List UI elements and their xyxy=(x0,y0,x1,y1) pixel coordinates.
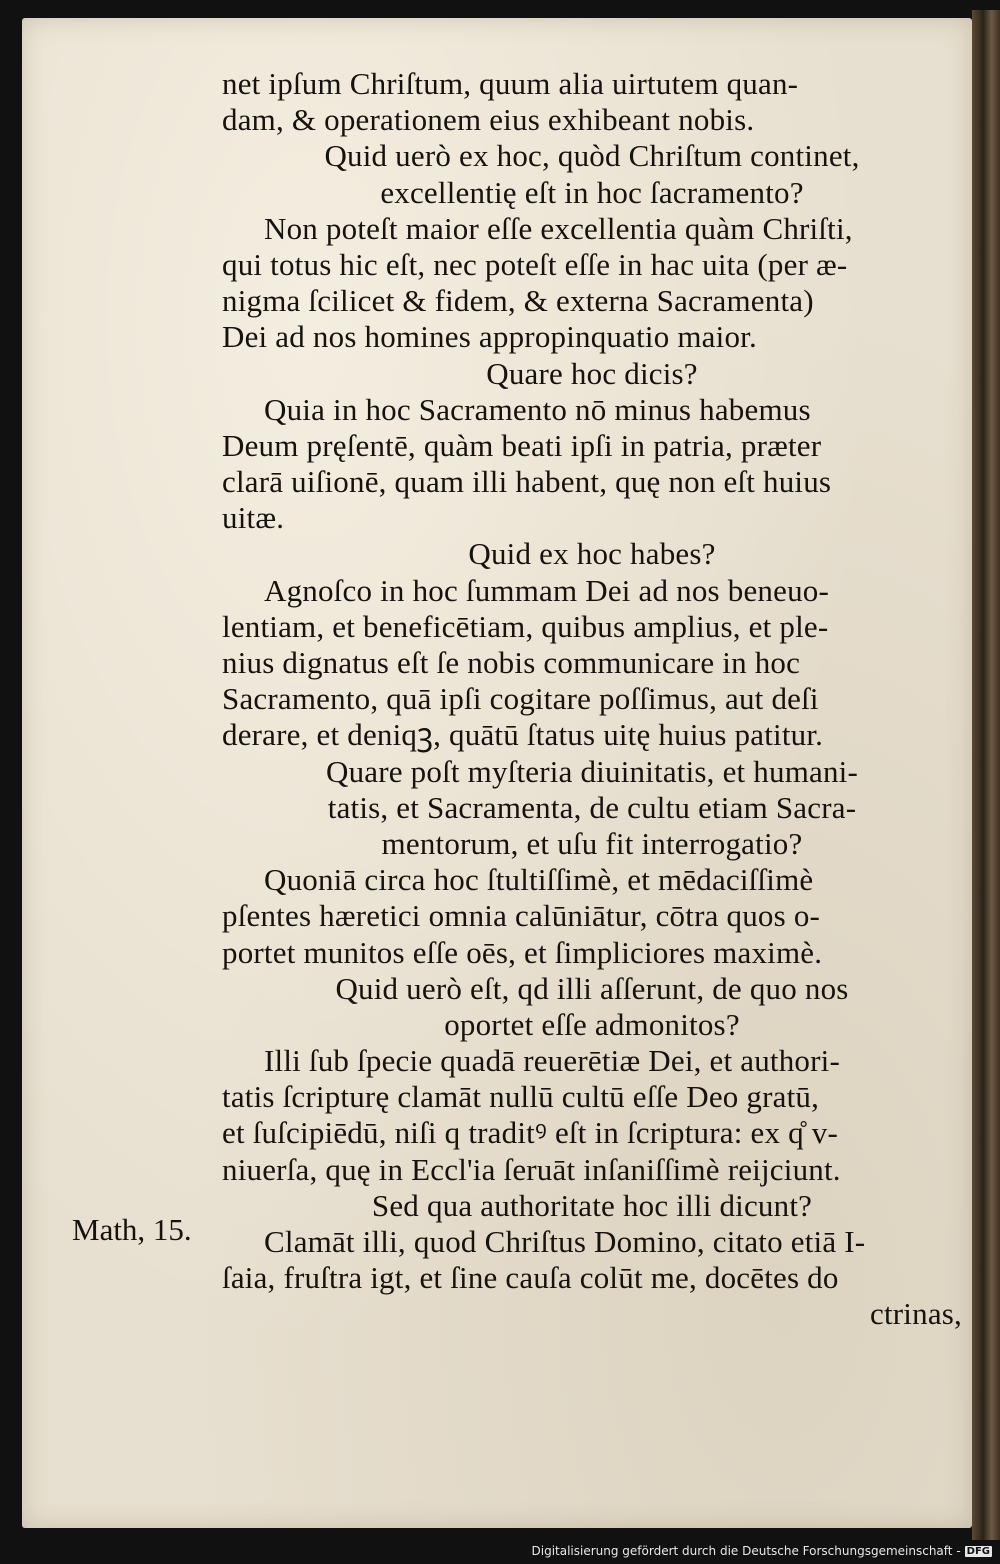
text-line: Sacramento, quā ipſi cogitare poſſimus, aut deſi xyxy=(222,681,819,717)
text-line: Non poteſt maior eſſe excellentia quàm Chriſti, xyxy=(264,210,853,246)
question-line: tatis, et Sacramenta, de cultu etiam Sacra- xyxy=(327,789,857,825)
text-line: Quoniā circa hoc ſtultiſſimè, et mēdaciſſimè xyxy=(264,862,814,898)
text-line: nius dignatus eſt ſe nobis communicare in hoc xyxy=(222,645,801,680)
text-line: nigma ſcilicet & fidem, & externa Sacramenta) xyxy=(222,283,814,319)
text-line: clarā uiſionē, quam illi habent, quę non eſt huius xyxy=(222,464,832,500)
text-line: Agnoſco in hoc ſummam Dei ad nos beneuo- xyxy=(264,572,830,608)
margin-reference: Math, 15. xyxy=(72,1212,192,1247)
digitization-footer xyxy=(532,1544,993,1558)
text-line: Quia in hoc Sacramento nō minus habemus xyxy=(264,391,811,427)
book-edge xyxy=(972,10,1000,1540)
text-line: derare, et deniqꝫ, quātū ſtatus uitę huius patitur. xyxy=(222,717,824,753)
question-line: Quare poſt myſteria diuinitatis, et humani- xyxy=(325,753,859,789)
text-line: Clamāt illi, quod Chriſtus Domino, citato etiā I- xyxy=(264,1224,866,1259)
text-line: dam, & operationem eius exhibeant nobis. xyxy=(222,102,755,138)
question-line: mentorum, et uſu fit interrogatio? xyxy=(381,825,803,861)
question-line: oportet eſſe admonitos? xyxy=(444,1006,740,1042)
question-line: excellentię eſt in hoc ſacramento? xyxy=(380,174,804,210)
text-line: niuerſa, quę in Eccl'ia ſeruāt inſaniſſimè reijciunt. xyxy=(222,1151,841,1187)
catchword: ctrinas, xyxy=(870,1296,962,1332)
question-line: Quid uerò ex hoc, quòd Chriſtum continet, xyxy=(324,138,860,174)
text-line: Dei ad nos homines appropinquatio maior. xyxy=(222,319,757,355)
text-line: Deum pręſentē, quàm beati ipſi in patria, præter xyxy=(222,427,822,463)
text-line: tatis ſcripturę clamāt nullū cultū eſſe Deo gratū, xyxy=(222,1079,820,1115)
text-line: uitæ. xyxy=(222,500,285,536)
text-line: net ipſum Chriſtum, quum alia uirtutem quan- xyxy=(222,66,799,101)
text-line: lentiam, et beneficētiam, quibus amplius, et ple- xyxy=(222,608,829,644)
text-line: Illi ſub ſpecie quadā reuerētiæ Dei, et authori- xyxy=(264,1043,840,1079)
question-line: Quid uerò eſt, qd illi aſſerunt, de quo nos xyxy=(335,970,849,1006)
text-line: ſaia, fruſtra igt, et ſine cauſa colūt me, docētes do xyxy=(222,1260,839,1296)
question-line: Quare hoc dicis? xyxy=(486,355,698,391)
dfg-logo-icon: DFG xyxy=(966,1545,990,1557)
text-line: qui totus hic eſt, nec poteſt eſſe in hac uita (per æ- xyxy=(222,246,848,282)
question-line: Quid ex hoc habes? xyxy=(468,536,716,572)
text-line: et ſuſcipiēdū, niſi q traditꝰ eſt in ſcriptura: ex q̊ v- xyxy=(222,1115,838,1151)
text-line: pſentes hæretici omnia calūniātur, cōtra quos o- xyxy=(222,898,821,934)
footer-text: Digitalisierung gefördert durch die Deutsche Forschungsgemeinschaft - xyxy=(531,1544,961,1558)
question-line: Sed qua authoritate hoc illi dicunt? xyxy=(371,1187,813,1223)
page-text xyxy=(222,66,962,1333)
text-line: portet munitos eſſe oēs, et ſimpliciores maximè. xyxy=(222,934,823,970)
